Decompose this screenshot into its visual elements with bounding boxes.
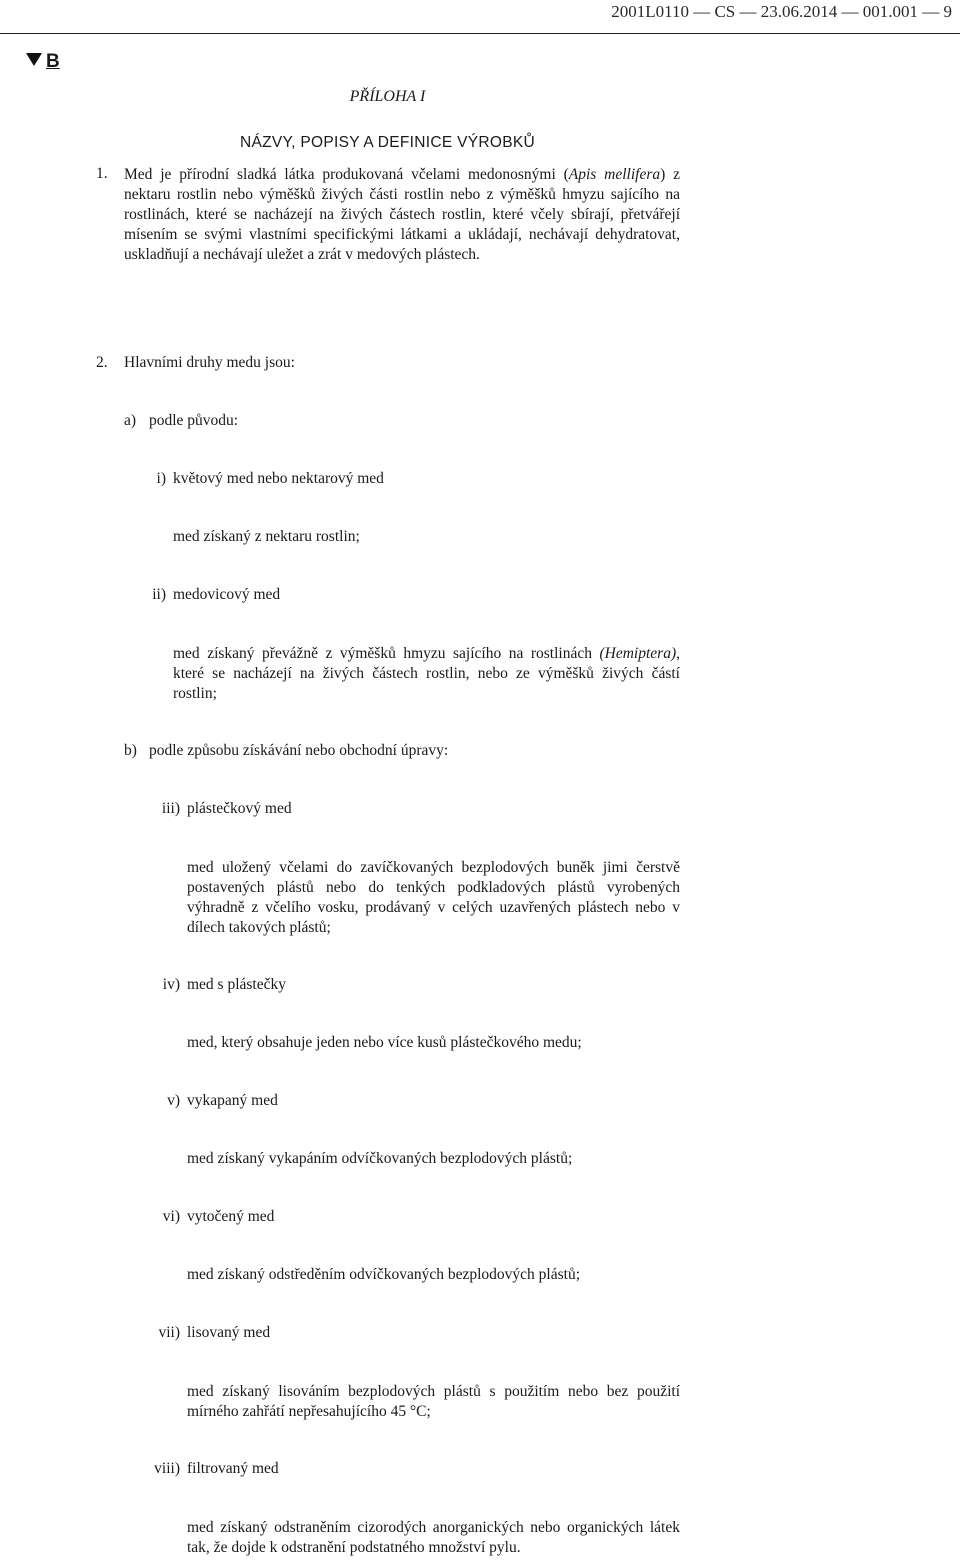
item-label: vi) [162,1208,180,1225]
item-description: med získaný vykapáním odvíčkovaných bezplodových plástů; [187,1150,573,1167]
paragraph-2-intro: Hlavními druhy medu jsou: [124,354,295,371]
item-description [173,644,680,704]
item-label: viii) [154,1460,180,1477]
item-name: filtrovaný med [187,1460,279,1477]
document-reference: 2001L0110 — CS — 23.06.2014 — 001.001 — 9 [611,2,952,21]
item-name: květový med nebo nektarový med [173,470,384,487]
annex-label: PŘÍLOHA I [349,88,426,105]
p1-latin-name: Apis mellifera [568,166,661,183]
triangle-down-icon [26,53,42,66]
subpoint-b-label: b) [124,742,137,759]
annex-title: NÁZVY, POPISY A DEFINICE VÝROBKŮ [239,134,535,151]
item-description-a: med získaný převážně z výměšků hmyzu sajícího na rostlinách [173,645,600,662]
item-description: med uložený včelami do zavíčkovaných bezplodových buněk jimi čerstvě postavených plástů nebo do tenkých podkladových plástů vyrobených výhradně z včelího vosku, prodávaný v celých uzavřených plástech nebo v dílech takových plástů; [187,859,680,936]
paragraph-1-text [124,165,680,265]
item-name: med s plástečky [187,976,287,993]
p1-text-b: ) z nektaru rostlin nebo výměšků živých části rostlin nebo z výměšků hmyzu sajícího na rostlinách, které se nacházejí na živých částech rostlin, které včely sbírají, přetvářejí mísením se svými vlastními specifickými látkami a ukládají, nechávají dehydratovat, uskladňují a nechávají uležet a zrát v medových plástech. [124,166,680,263]
amendment-marker [26,51,60,73]
subpoint-a-text: podle původu: [149,412,239,429]
item-label: iii) [161,800,180,817]
item-description: med, který obsahuje jeden nebo více kusů plástečkového medu; [187,1034,582,1051]
item-label: v) [167,1092,180,1109]
item-description: med získaný odstředěním odvíčkovaných bezplodových plástů; [187,1266,581,1283]
subpoint-a-label: a) [124,412,137,429]
item-name: vytočený med [187,1208,275,1225]
item-latin-name: (Hemiptera) [599,645,677,662]
item-name: lisovaný med [187,1324,271,1341]
item-name: vykapaný med [187,1092,278,1109]
item-description: med získaný z nektaru rostlin; [173,528,360,545]
item-label: i) [156,470,166,487]
item-label: ii) [152,586,166,603]
header-rule [0,33,960,34]
item-description: med získaný odstraněním cizorodých anorganických nebo organických látek tak, že dojde k odstranění podstatného množství pylu. [187,1519,680,1556]
paragraph-2-number: 2. [96,354,108,371]
p1-text-a: Med je přírodní sladká látka produkovaná včelami medonosnými ( [124,166,569,183]
item-description: med získaný lisováním bezplodových plástů s použitím nebo bez použití mírného zahřátí nepřesahujícího 45 °C; [187,1383,680,1420]
amendment-marker-letter: B [46,51,60,72]
item-label: vii) [158,1324,180,1341]
subpoint-b-text: podle způsobu získávání nebo obchodní úpravy: [149,742,449,759]
item-description-b: , které se nacházejí na živých částech rostlin, nebo ze výměšků živých částí rostlin; [173,645,680,702]
item-label: iv) [162,976,180,993]
item-name: medovicový med [173,586,281,603]
paragraph-1-number: 1. [96,165,108,182]
item-name: plástečkový med [187,800,292,817]
